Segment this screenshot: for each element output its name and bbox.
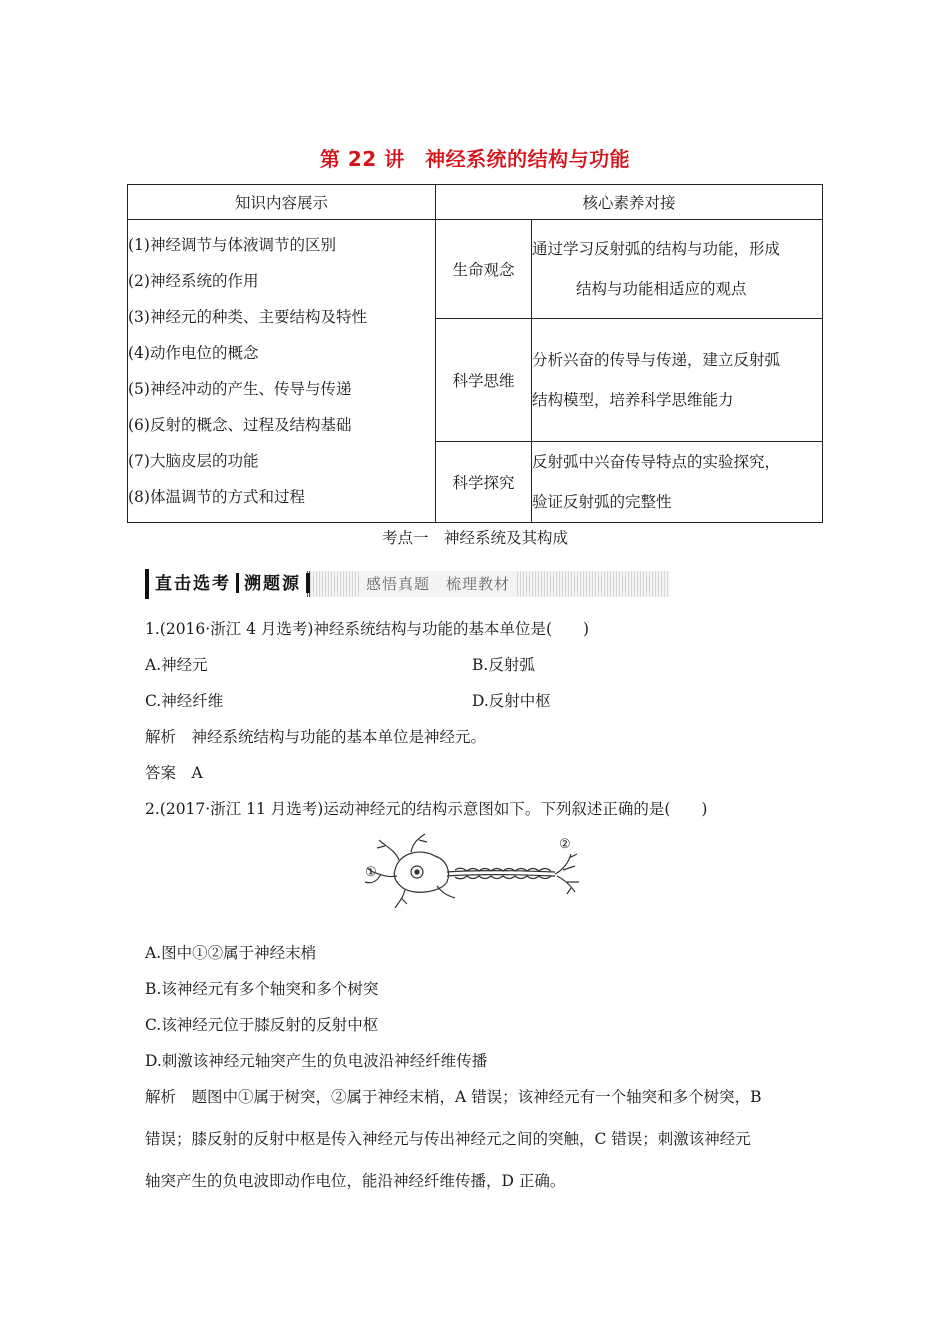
aspect-label: 生命观念 — [436, 220, 532, 319]
knowledge-list — [128, 220, 436, 523]
section-title: 考点一 神经系统及其构成 — [381, 529, 568, 547]
aspect-desc-line: 结构模型，培养科学思维能力 — [532, 391, 734, 409]
q1-option-a: A.神经元 — [145, 656, 208, 674]
q1-option-d: D.反射中枢 — [472, 692, 551, 710]
aspect-desc-line: 通过学习反射弧的结构与功能，形成 — [532, 240, 781, 258]
aspect-description — [532, 220, 823, 319]
q2-analysis-line: 轴突产生的负电波即动作电位，能沿神经纤维传播，D 正确。 — [145, 1172, 566, 1190]
aspect-description — [532, 319, 823, 442]
knowledge-item: (1)神经调节与体液调节的区别 — [128, 236, 336, 254]
knowledge-item: (5)神经冲动的产生、传导与传递 — [128, 380, 352, 398]
table-header-row — [128, 185, 823, 220]
diagram-label-2: ② — [559, 837, 571, 852]
aspect-label: 科学思维 — [436, 319, 532, 442]
q2-option-d: D.刺激该神经元轴突产生的负电波沿神经纤维传播 — [145, 1052, 488, 1070]
aspect-desc-line: 结构与功能相适应的观点 — [576, 280, 747, 298]
knowledge-item: (6)反射的概念、过程及结构基础 — [128, 416, 352, 434]
q1-option-c: C.神经纤维 — [145, 692, 224, 710]
header-literacy: 核心素养对接 — [436, 185, 823, 220]
aspect-description — [532, 442, 823, 523]
q1-option-b: B.反射弧 — [472, 656, 535, 674]
motor-neuron-diagram — [355, 832, 595, 910]
diagram-label-1: ① — [365, 865, 377, 880]
q1-answer: 答案 A — [145, 764, 203, 782]
q2-option-b: B.该神经元有多个轴突和多个树突 — [145, 980, 379, 998]
question-2-stem: 2.(2017·浙江 11 月选考)运动神经元的结构示意图如下。下列叙述正确的是( ) — [145, 800, 708, 818]
knowledge-item: (3)神经元的种类、主要结构及特性 — [128, 308, 367, 326]
q2-analysis-line: 解析 题图中①属于树突，②属于神经末梢，A 错误；该神经元有一个轴突和多个树突，B — [145, 1088, 762, 1106]
q2-analysis-line: 错误；膝反射的反射中枢是传入神经元与传出神经元之间的突触，C 错误；刺激该神经元 — [145, 1130, 751, 1148]
neuron-drawing — [365, 834, 579, 908]
banner-divider — [306, 573, 310, 593]
aspect-desc-line: 分析兴奋的传导与传递，建立反射弧 — [532, 351, 781, 369]
page-title: 第 22 讲 神经系统的结构与功能 — [319, 147, 631, 171]
banner-heading — [145, 569, 316, 599]
table-row — [128, 220, 823, 319]
aspect-label: 科学探究 — [436, 442, 532, 523]
overview-table — [127, 184, 823, 523]
knowledge-item: (2)神经系统的作用 — [128, 272, 259, 290]
header-knowledge: 知识内容展示 — [128, 185, 436, 220]
q1-analysis: 解析 神经系统结构与功能的基本单位是神经元。 — [145, 728, 487, 746]
aspect-desc-line: 反射弧中兴奋传导特点的实验探究， — [532, 453, 781, 471]
banner-subtitle: 感悟真题 梳理教材 — [360, 571, 516, 597]
aspect-desc-line: 验证反射弧的完整性 — [532, 493, 672, 511]
banner-part1: 直击选考 — [155, 574, 231, 594]
knowledge-item: (4)动作电位的概念 — [128, 344, 259, 362]
banner-part2: 溯题源 — [244, 574, 301, 594]
banner-divider — [236, 573, 239, 593]
q2-option-a: A.图中①②属于神经末梢 — [145, 944, 317, 962]
knowledge-item: (7)大脑皮层的功能 — [128, 452, 259, 470]
q2-option-c: C.该神经元位于膝反射的反射中枢 — [145, 1016, 379, 1034]
knowledge-item: (8)体温调节的方式和过程 — [128, 488, 305, 506]
question-1-stem: 1.(2016·浙江 4 月选考)神经系统结构与功能的基本单位是( ) — [145, 620, 590, 638]
